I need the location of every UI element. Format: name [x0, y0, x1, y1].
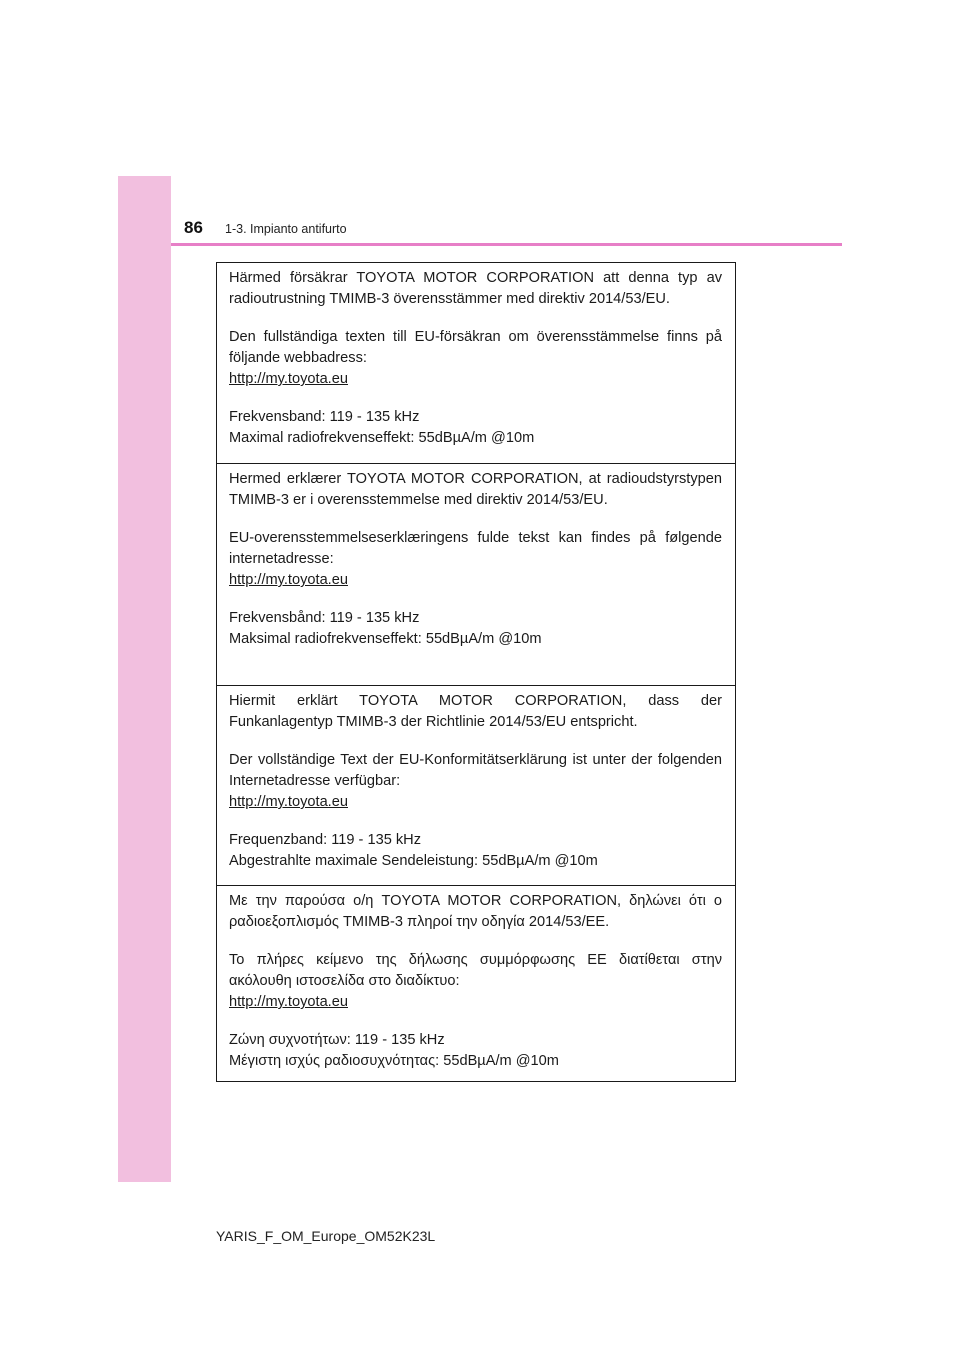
max-power: Μέγιστη ισχύς ραδιοσυχνότητας: 55dBµA/m @10m: [229, 1053, 559, 1069]
frequency-band: Frekvensband: 119 - 135 kHz: [229, 409, 420, 425]
declaration-block-danish: [217, 463, 735, 685]
fulltext-intro: EU-overensstemmelseserklæringens fulde tekst kan findes på følgende internetadresse: http://my.toyota.eu: [229, 528, 722, 591]
page-number: 86: [184, 218, 203, 237]
declaration-frame: [216, 262, 736, 1082]
fulltext-intro: Den fullständiga texten till EU-försäkran om överensstämmelse finns på följande webbadress: http://my.toyota.eu: [229, 327, 722, 390]
technical-data: [229, 407, 722, 449]
max-power: Maksimal radiofrekvenseffekt: 55dBµA/m @10m: [229, 631, 542, 647]
declaration-text: Hiermit erklärt TOYOTA MOTOR CORPORATION, dass der Funkanlagentyp TMIMB-3 der Richtlinie 2014/53/EU entspricht.: [229, 693, 722, 730]
declaration-text: Με την παρούσα ο/η TOYOTA MOTOR CORPORATION, δηλώνει ότι ο ραδιοεξοπλισμός TMIMB-3 πληροί την οδηγία 2014/53/ΕΕ.: [229, 893, 722, 930]
max-power: Maximal radiofrekvenseffekt: 55dBµA/m @10m: [229, 430, 535, 446]
declaration-block-swedish: [217, 263, 735, 463]
declaration-url-link[interactable]: http://my.toyota.eu: [229, 794, 348, 810]
declaration-text: Härmed försäkrar TOYOTA MOTOR CORPORATION att denna typ av radioutrustning TMIMB-3 överensstämmer med direktiv 2014/53/EU.: [229, 270, 722, 307]
technical-data: [229, 1030, 722, 1072]
side-color-bar: [118, 176, 171, 1182]
header-rule: [171, 243, 842, 246]
technical-data: [229, 830, 722, 872]
declaration-text: Hermed erklærer TOYOTA MOTOR CORPORATION, at radioudstyrstypen TMIMB-3 er i overensstemmelse med direktiv 2014/53/EU.: [229, 471, 722, 508]
frequency-band: Frekvensbånd: 119 - 135 kHz: [229, 610, 420, 626]
declaration-url-link[interactable]: http://my.toyota.eu: [229, 371, 348, 387]
declaration-url-link[interactable]: http://my.toyota.eu: [229, 572, 348, 588]
frequency-band: Frequenzband: 119 - 135 kHz: [229, 832, 421, 848]
declaration-block-greek: [217, 885, 735, 1081]
frequency-band: Ζώνη συχνοτήτων: 119 - 135 kHz: [229, 1032, 445, 1048]
declaration-url-link[interactable]: http://my.toyota.eu: [229, 994, 348, 1010]
max-power: Abgestrahlte maximale Sendeleistung: 55dBµA/m @10m: [229, 853, 598, 869]
declaration-block-german: [217, 685, 735, 885]
section-title: 1-3. Impianto antifurto: [225, 222, 347, 236]
document-code: YARIS_F_OM_Europe_OM52K23L: [216, 1228, 436, 1244]
technical-data: [229, 608, 722, 650]
fulltext-intro: Το πλήρες κείμενο της δήλωσης συμμόρφωσης ΕΕ διατίθεται στην ακόλουθη ιστοσελίδα στο διαδίκτυο: http://my.toyota.eu: [229, 950, 722, 1013]
fulltext-intro: Der vollständige Text der EU-Konformitätserklärung ist unter der folgenden Internetadresse verfügbar: http://my.toyota.eu: [229, 750, 722, 813]
